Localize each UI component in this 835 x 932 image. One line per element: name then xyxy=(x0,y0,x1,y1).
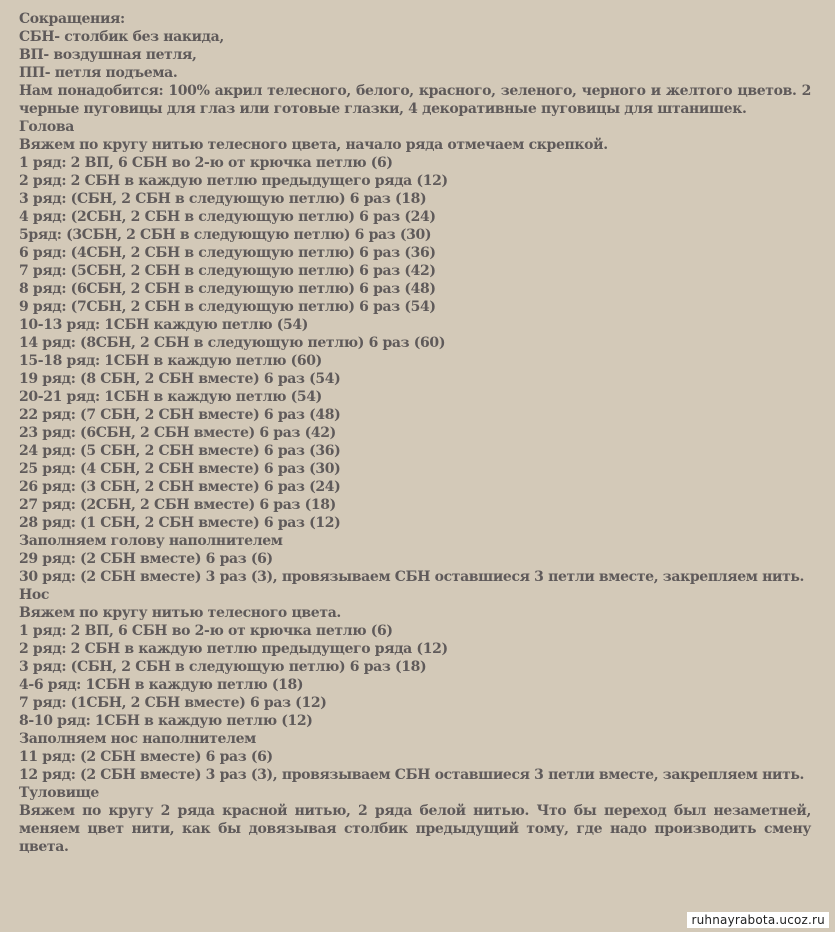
pattern-row: 1 ряд: 2 ВП, 6 СБН во 2-ю от крючка петлю (6) xyxy=(19,155,393,171)
pattern-row: 14 ряд: (8СБН, 2 СБН в следующую петлю) 6 раз (60) xyxy=(19,335,446,351)
pattern-row: 3 ряд: (СБН, 2 СБН в следующую петлю) 6 раз (18) xyxy=(19,659,427,675)
nose-fill-note: Заполняем нос наполнителем xyxy=(19,731,256,747)
pattern-row: 10-13 ряд: 1СБН каждую петлю (54) xyxy=(19,317,309,333)
pattern-row: 26 ряд: (3 СБН, 2 СБН вместе) 6 раз (24) xyxy=(19,479,341,495)
abbrev-item: ПП- петля подъема. xyxy=(19,65,178,81)
pattern-row: 23 ряд: (6СБН, 2 СБН вместе) 6 раз (42) xyxy=(19,425,336,441)
nose-intro: Вяжем по кругу нитью телесного цвета. xyxy=(19,605,341,621)
pattern-row: 22 ряд: (7 СБН, 2 СБН вместе) 6 раз (48) xyxy=(19,407,341,423)
pattern-row: 15-18 ряд: 1СБН в каждую петлю (60) xyxy=(19,353,322,369)
pattern-row: 30 ряд: (2 СБН вместе) 3 раз (3), провязываем СБН оставшиеся 3 петли вместе, закрепляем нить. xyxy=(19,569,805,585)
pattern-row: 24 ряд: (5 СБН, 2 СБН вместе) 6 раз (36) xyxy=(19,443,341,459)
pattern-row: 4-6 ряд: 1СБН в каждую петлю (18) xyxy=(19,677,304,693)
pattern-row: 2 ряд: 2 СБН в каждую петлю предыдущего ряда (12) xyxy=(19,173,448,189)
pattern-row: 27 ряд: (2СБН, 2 СБН вместе) 6 раз (18) xyxy=(19,497,336,513)
pattern-row: 9 ряд: (7СБН, 2 СБН в следующую петлю) 6 раз (54) xyxy=(19,299,436,315)
abbrev-item: ВП- воздушная петля, xyxy=(19,47,197,63)
materials-paragraph: Нам понадобится: 100% акрил телесного, белого, красного, зеленого, черного и желтого цветов. 2 черные пуговицы для глаз или готовые глазки, 4 декоративные пуговицы для штанишек. xyxy=(19,83,811,117)
site-watermark: ruhnayrabota.ucoz.ru xyxy=(687,912,829,928)
pattern-row: 2 ряд: 2 СБН в каждую петлю предыдущего ряда (12) xyxy=(19,641,448,657)
abbrev-item: СБН- столбик без накида, xyxy=(19,29,224,45)
nose-section-title: Нос xyxy=(19,587,50,603)
pattern-row: 7 ряд: (5СБН, 2 СБН в следующую петлю) 6 раз (42) xyxy=(19,263,436,279)
body-section-title: Туловище xyxy=(19,785,99,801)
pattern-row: 29 ряд: (2 СБН вместе) 6 раз (6) xyxy=(19,551,273,567)
pattern-row: 5ряд: (3СБН, 2 СБН в следующую петлю) 6 раз (30) xyxy=(19,227,432,243)
pattern-row: 8-10 ряд: 1СБН в каждую петлю (12) xyxy=(19,713,313,729)
pattern-row: 6 ряд: (4СБН, 2 СБН в следующую петлю) 6 раз (36) xyxy=(19,245,436,261)
abbrev-title: Сокращения: xyxy=(19,11,125,27)
pattern-row: 4 ряд: (2СБН, 2 СБН в следующую петлю) 6 раз (24) xyxy=(19,209,436,225)
pattern-row: 19 ряд: (8 СБН, 2 СБН вместе) 6 раз (54) xyxy=(19,371,341,387)
pattern-row: 7 ряд: (1СБН, 2 СБН вместе) 6 раз (12) xyxy=(19,695,327,711)
body-paragraph: Вяжем по кругу 2 ряда красной нитью, 2 ряда белой нитью. Что бы переход был незаметней, меняем цвет нити, как бы довязывая столбик предыдущий тому, где надо производить смену цвета. xyxy=(19,803,811,855)
pattern-row: 3 ряд: (СБН, 2 СБН в следующую петлю) 6 раз (18) xyxy=(19,191,427,207)
pattern-row: 12 ряд: (2 СБН вместе) 3 раз (3), провязываем СБН оставшиеся 3 петли вместе, закрепляем нить. xyxy=(19,767,805,783)
head-intro: Вяжем по кругу нитью телесного цвета, начало ряда отмечаем скрепкой. xyxy=(19,137,608,153)
pattern-row: 11 ряд: (2 СБН вместе) 6 раз (6) xyxy=(19,749,273,765)
pattern-row: 28 ряд: (1 СБН, 2 СБН вместе) 6 раз (12) xyxy=(19,515,341,531)
head-fill-note: Заполняем голову наполнителем xyxy=(19,533,283,549)
pattern-row: 8 ряд: (6СБН, 2 СБН в следующую петлю) 6 раз (48) xyxy=(19,281,436,297)
head-section-title: Голова xyxy=(19,119,74,135)
pattern-row: 20-21 ряд: 1СБН в каждую петлю (54) xyxy=(19,389,322,405)
pattern-row: 25 ряд: (4 СБН, 2 СБН вместе) 6 раз (30) xyxy=(19,461,341,477)
pattern-row: 1 ряд: 2 ВП, 6 СБН во 2-ю от крючка петлю (6) xyxy=(19,623,393,639)
document-text xyxy=(19,10,811,856)
